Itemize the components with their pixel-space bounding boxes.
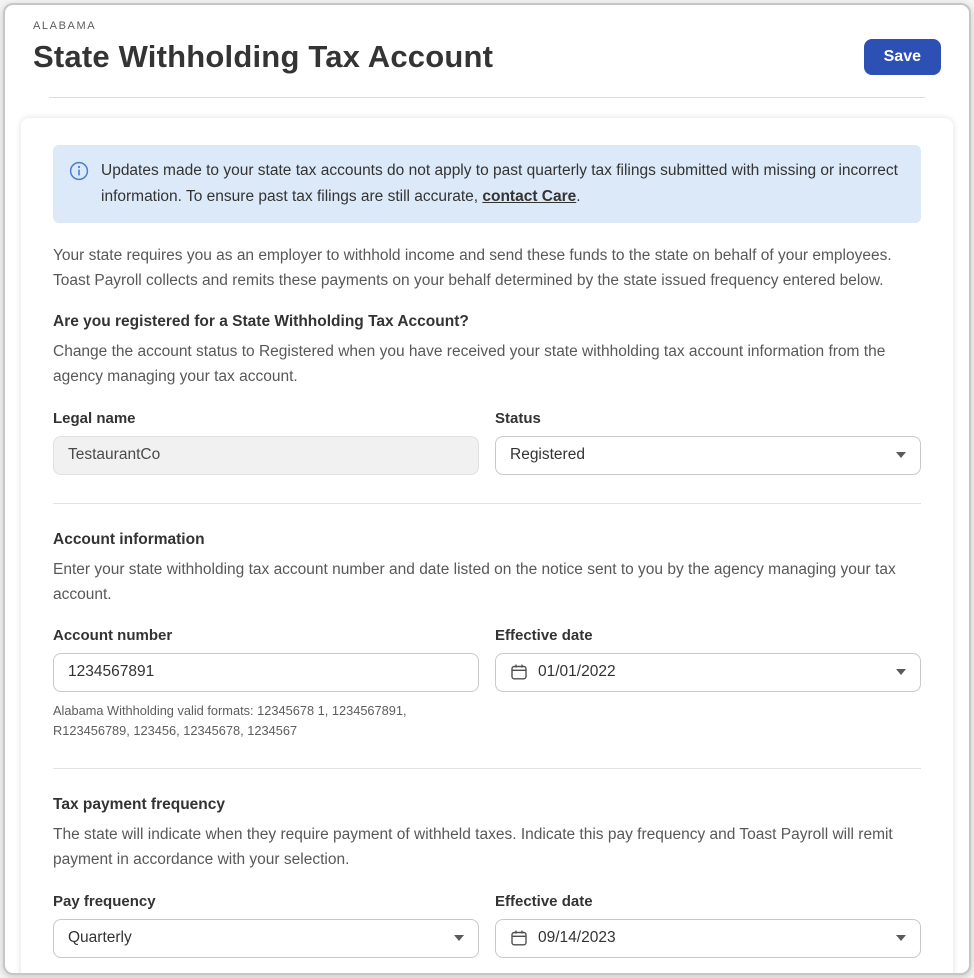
account-effective-date-value: 01/01/2022 bbox=[538, 663, 616, 681]
date-display bbox=[510, 929, 616, 947]
status-label: Status bbox=[495, 409, 541, 427]
account-number-label: Account number bbox=[53, 626, 173, 644]
account-info-description: Enter your state withholding tax account number and date listed on the notice sent to you by the agency managing your tax account. bbox=[53, 560, 896, 603]
header-divider bbox=[49, 97, 925, 98]
account-effective-date-picker[interactable] bbox=[495, 653, 921, 692]
state-eyebrow: ALABAMA bbox=[33, 20, 97, 32]
account-info-fields bbox=[53, 627, 921, 741]
form-card bbox=[21, 118, 953, 975]
frequency-effective-date-picker[interactable] bbox=[495, 919, 921, 958]
intro-paragraph: Your state requires you as an employer to withhold income and send these funds to the state on behalf of your employees. Toast Payroll collects and remits these payments on your behalf determined by the state issued frequency entered below. bbox=[53, 247, 892, 290]
status-select[interactable] bbox=[495, 436, 921, 475]
section-divider bbox=[53, 503, 921, 504]
account-number-helper: Alabama Withholding valid formats: 12345678 1, 1234567891, R123456789, 123456, 12345678, 1234567 bbox=[53, 702, 407, 738]
account-number-input[interactable] bbox=[53, 653, 479, 692]
payment-frequency-heading: Tax payment frequency bbox=[53, 796, 225, 814]
payment-frequency-fields bbox=[53, 893, 921, 958]
registration-description: Change the account status to Registered when you have received your state withholding tax account information from the agency managing your tax account. bbox=[53, 343, 886, 386]
account-number-field bbox=[53, 627, 479, 741]
page-title: State Withholding Tax Account bbox=[33, 39, 494, 74]
banner-text-before: Updates made to your state tax accounts do not apply to past quarterly tax filings submitted with missing or incorrect information. To ensure past tax filings are still accurate, bbox=[101, 162, 898, 206]
banner-text-after: . bbox=[576, 188, 581, 206]
info-banner bbox=[53, 145, 921, 223]
account-effective-date-field bbox=[495, 627, 921, 692]
chevron-down-icon bbox=[896, 935, 906, 941]
date-display bbox=[510, 663, 616, 681]
pay-frequency-label: Pay frequency bbox=[53, 892, 156, 910]
info-icon bbox=[69, 161, 89, 181]
payment-frequency-description: The state will indicate when they require payment of withheld taxes. Indicate this pay frequency and Toast Payroll will remit payment in accordance with your selection. bbox=[53, 826, 893, 869]
registration-fields bbox=[53, 410, 921, 475]
pay-frequency-field bbox=[53, 893, 479, 958]
account-info-heading: Account information bbox=[53, 530, 205, 548]
pay-frequency-select[interactable] bbox=[53, 919, 479, 958]
chevron-down-icon bbox=[896, 452, 906, 458]
chevron-down-icon bbox=[896, 669, 906, 675]
calendar-icon bbox=[510, 929, 528, 947]
legal-name-label: Legal name bbox=[53, 409, 136, 427]
contact-care-link[interactable]: contact Care bbox=[482, 188, 577, 206]
status-field bbox=[495, 410, 921, 475]
status-value: Registered bbox=[510, 446, 585, 463]
frequency-effective-date-label: Effective date bbox=[495, 892, 593, 910]
section-divider bbox=[53, 768, 921, 769]
calendar-icon bbox=[510, 663, 528, 681]
title-row bbox=[33, 39, 941, 75]
frequency-effective-date-field bbox=[495, 893, 921, 958]
legal-name-field bbox=[53, 410, 479, 475]
app-window bbox=[3, 3, 971, 975]
legal-name-input[interactable] bbox=[53, 436, 479, 475]
save-button[interactable]: Save bbox=[864, 39, 941, 75]
pay-frequency-value: Quarterly bbox=[68, 929, 132, 947]
frequency-effective-date-value: 09/14/2023 bbox=[538, 929, 616, 947]
page-header bbox=[5, 5, 969, 98]
registration-question: Are you registered for a State Withholding Tax Account? bbox=[53, 313, 469, 331]
chevron-down-icon bbox=[454, 935, 464, 941]
account-effective-date-label: Effective date bbox=[495, 626, 593, 644]
banner-message bbox=[101, 158, 903, 210]
